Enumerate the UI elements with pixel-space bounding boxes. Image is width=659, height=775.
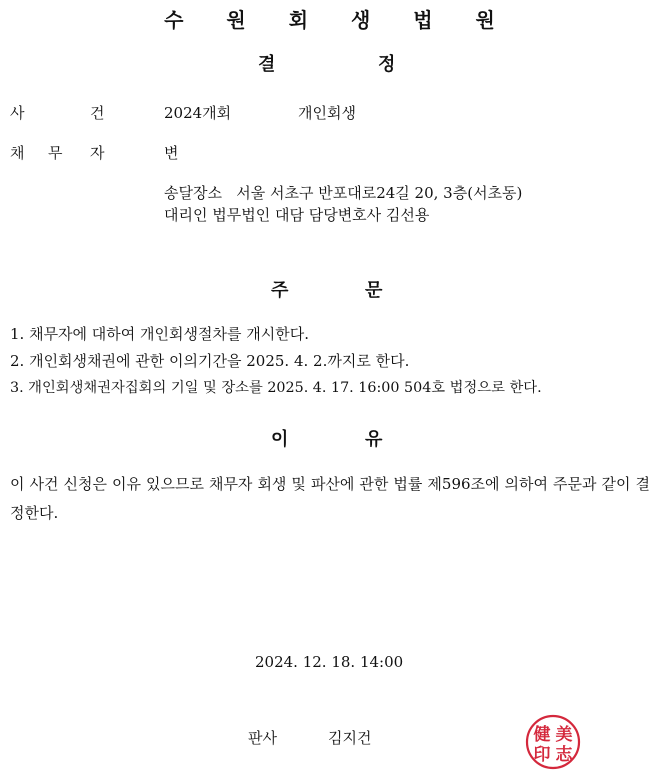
svg-text:健: 健 <box>533 725 551 745</box>
reason-text: 이 사건 신청은 이유 있으므로 채무자 회생 및 파산에 관한 법률 제596조에 의하여 주문과 같이 결정한다. <box>10 475 650 522</box>
debtor-agent: 대리인 법무법인 대담 담당변호사 김선용 <box>164 206 430 224</box>
order-item-3: 3. 개인회생채권자집회의 기일 및 장소를 2025. 4. 17. 16:00 504호 법정으로 한다. <box>10 380 542 396</box>
reason-heading-left: 이 <box>271 429 289 450</box>
svg-text:志: 志 <box>555 745 573 765</box>
order-heading-left: 주 <box>271 280 289 301</box>
court-name: 수 원 회 생 법 원 <box>164 8 513 32</box>
order-item-2: 2. 개인회생채권에 관한 이의기간을 2025. 4. 2.까지로 한다. <box>10 352 410 370</box>
doc-title-right: 정 <box>378 54 396 75</box>
debtor-label-char-1: 채 <box>10 144 25 162</box>
order-heading-right: 문 <box>365 280 383 301</box>
debtor-label-char-2: 무 <box>48 144 63 162</box>
case-type: 개인회생 <box>298 104 356 122</box>
order-item-1: 1. 채무자에 대하여 개인회생절차를 개시한다. <box>10 325 309 343</box>
case-label-char-1: 사 <box>10 104 25 122</box>
reason-heading-right: 유 <box>365 429 383 450</box>
service-address: 송달장소 서울 서초구 반포대로24길 20, 3층(서초동) <box>164 184 523 202</box>
debtor-name: 변 <box>164 144 179 162</box>
case-number: 2024개회 <box>164 104 232 122</box>
debtor-label-char-3: 자 <box>90 144 105 162</box>
svg-text:印: 印 <box>533 745 551 765</box>
case-label-char-2: 건 <box>90 104 105 122</box>
judge-title: 판사 <box>248 729 277 747</box>
svg-text:美: 美 <box>555 725 573 745</box>
judge-name: 김지건 <box>328 729 372 747</box>
decision-date: 2024. 12. 18. 14:00 <box>255 653 404 671</box>
doc-title-left: 결 <box>258 54 276 75</box>
judge-seal-icon <box>525 714 581 770</box>
